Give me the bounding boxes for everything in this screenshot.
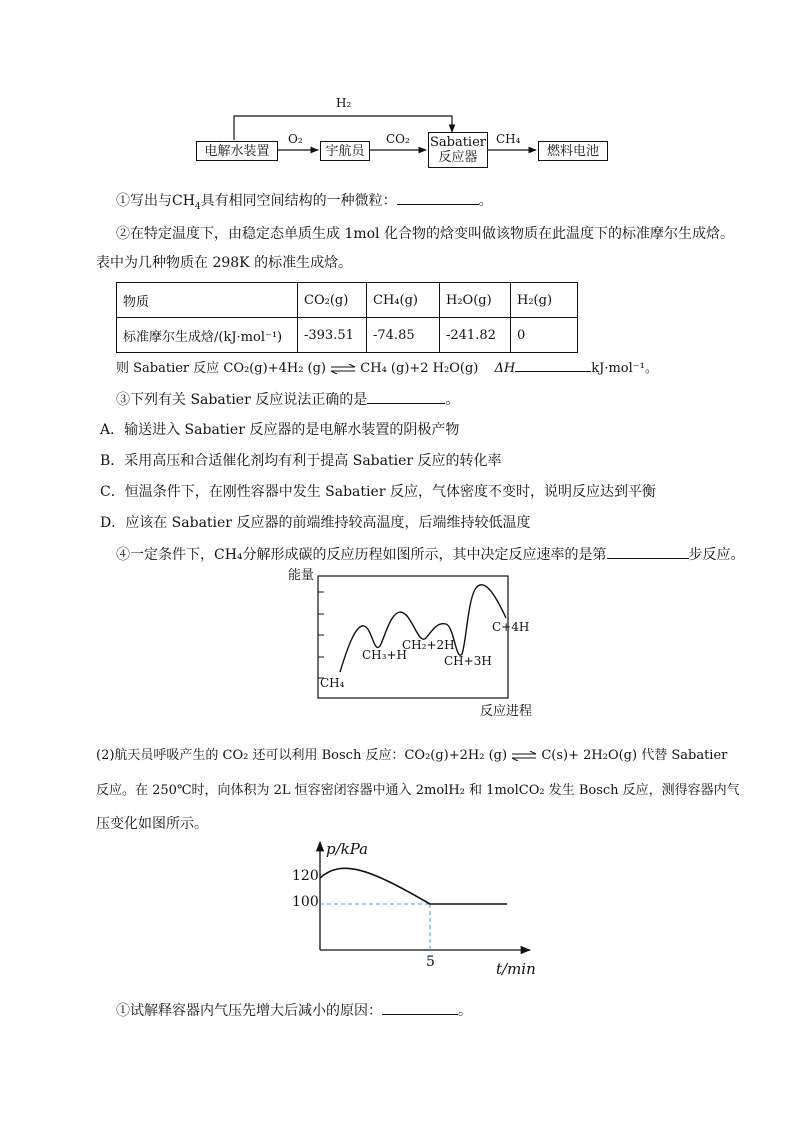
text: 具有相同空间结构的一种微粒： [200, 193, 397, 209]
box-electrolysis [196, 141, 278, 161]
pressure-xlabel: t/min [496, 960, 536, 978]
question-2-line2: 表中为几种物质在 298K 的标准生成焓。 [96, 255, 353, 271]
text: ③下列有关 Sabatier 反应说法正确的是 [116, 392, 368, 408]
text: kJ·mol⁻¹。 [591, 361, 658, 376]
box-fuel-cell [538, 141, 608, 161]
table-cell: CH₄(g) [367, 283, 440, 318]
arrow-label-h2: H₂ [336, 96, 352, 110]
text: CH₄ (g)+2 H₂O(g) [360, 361, 479, 376]
table-cell: -241.82 [440, 318, 511, 353]
text: 。 [458, 1003, 472, 1019]
x-tick-label: 5 [426, 954, 435, 970]
box-label: 燃料电池 [546, 143, 599, 159]
species-label: CH+3H [444, 654, 492, 668]
table-cell: H₂O(g) [440, 283, 511, 318]
question-3 [116, 389, 459, 410]
equilibrium-arrow-icon [330, 364, 356, 374]
text: (2)航天员呼吸产生的 CO₂ 还可以利用 Bosch 反应：CO₂(g)+2H₂ (g) [96, 748, 508, 763]
species-label: CH₂+2H [402, 638, 455, 652]
part2-line3: 压变化如图所示。 [96, 816, 208, 832]
part2-line2: 反应。在 250℃时，向体积为 2L 恒容密闭容器中通入 2molH₂ 和 1molCO₂ 发生 Bosch 反应，测得容器内气 [96, 783, 740, 798]
table-cell: 0 [511, 318, 578, 353]
arrow-label-ch4: CH₄ [496, 132, 521, 146]
enthalpy-table [116, 282, 578, 353]
box-label: 反应器 [438, 150, 478, 165]
delta-h: ΔH [494, 361, 516, 376]
energy-profile-chart [280, 562, 540, 718]
box-label: 电解水装置 [204, 143, 270, 159]
part2-line1 [96, 746, 727, 766]
energy-ylabel: 能量 [288, 568, 315, 583]
option-a: A．输送进入 Sabatier 反应器的是电解水装置的阴极产物 [100, 422, 460, 438]
table-cell: CO₂(g) [298, 283, 367, 318]
question-2-equation [116, 357, 658, 379]
table-cell: 标准摩尔生成焓/(kJ·mol⁻¹) [117, 318, 298, 353]
pressure-chart [280, 836, 550, 986]
y-tick-label: 100 [292, 894, 319, 910]
species-label: CH₃+H [362, 648, 407, 662]
text: C(s)+ 2H₂O(g) 代替 Sabatier [541, 748, 728, 763]
text: 。 [478, 193, 493, 209]
arrow-label-co2: CO₂ [386, 132, 410, 146]
question-5 [116, 1000, 472, 1021]
answer-blank[interactable] [397, 190, 479, 205]
table-header-row [117, 283, 578, 318]
table-row [117, 318, 578, 353]
subscript: 4 [194, 201, 201, 212]
y-tick-label: 120 [292, 868, 319, 884]
table-cell: 物质 [117, 283, 298, 318]
species-label: CH₄ [320, 676, 345, 690]
table-cell: -74.85 [367, 318, 440, 353]
text: ①写出与CH [116, 193, 195, 209]
question-2-line1: ②在特定温度下，由稳定态单质生成 1mol 化合物的焓变叫做该物质在此温度下的标准摩尔生成焓。 [116, 226, 734, 242]
option-b: B．采用高压和合适催化剂均有利于提高 Sabatier 反应的转化率 [100, 453, 502, 469]
text: ④一定条件下，CH₄分解形成碳的反应历程如图所示，其中决定反应速率的是第 [116, 547, 607, 563]
box-label: Sabatier [429, 135, 487, 150]
text: ①试解释容器内气压先增大后减小的原因： [116, 1003, 382, 1019]
question-1 [116, 190, 493, 217]
box-sabatier [428, 132, 488, 168]
species-label: C+4H [492, 620, 530, 634]
option-d: D．应该在 Sabatier 反应器的前端维持较高温度，后端维持较低温度 [100, 515, 531, 531]
table-cell: -393.51 [298, 318, 367, 353]
box-label: 宇航员 [325, 143, 365, 159]
pressure-curve [320, 868, 507, 904]
table-cell: H₂(g) [511, 283, 578, 318]
answer-blank[interactable] [367, 389, 445, 404]
box-astronaut [320, 141, 370, 161]
answer-blank[interactable] [515, 357, 591, 372]
text: 则 Sabatier 反应 CO₂(g)+4H₂ (g) [116, 361, 327, 376]
option-c: C．恒温条件下，在刚性容器中发生 Sabatier 反应，气体密度不变时，说明反应达到平衡 [100, 484, 656, 500]
equilibrium-arrow-icon [511, 751, 537, 761]
answer-blank[interactable] [382, 1000, 458, 1015]
text: 步反应。 [688, 547, 745, 563]
text: 。 [445, 392, 460, 408]
flow-diagram [190, 92, 610, 172]
answer-blank[interactable] [607, 544, 689, 559]
energy-xlabel: 反应进程 [480, 704, 533, 719]
pressure-ylabel: p/kPa [326, 840, 369, 858]
arrow-label-o2: O₂ [288, 132, 303, 146]
